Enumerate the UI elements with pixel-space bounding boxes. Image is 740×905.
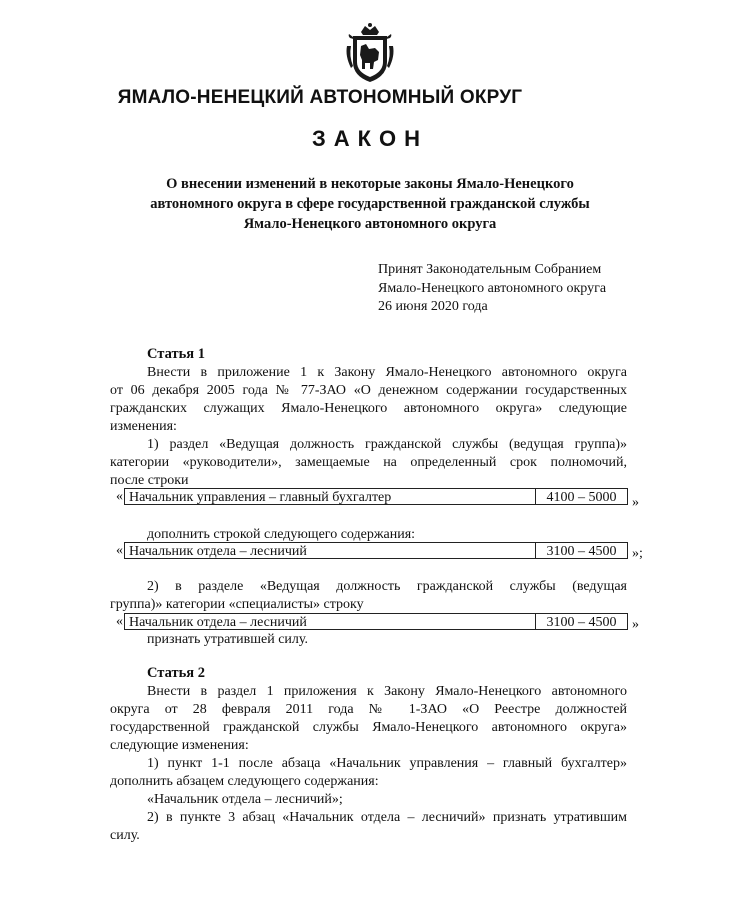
paragraph-line: 2) в пункте 3 абзац «Начальник отдела – лесничий» признать утратившим — [147, 810, 627, 825]
paragraph-line: государственной гражданской службы Ямало-Ненецкого автономного округа» — [110, 720, 627, 735]
paragraph-line: изменения: — [110, 419, 177, 434]
article-2-title: Статья 2 — [147, 665, 205, 681]
paragraph-line: дополнить строкой следующего содержания: — [147, 527, 416, 542]
position-name-cell: Начальник управления – главный бухгалтер — [124, 488, 536, 505]
position-table-row — [116, 613, 639, 632]
paragraph-line: следующие изменения: — [110, 738, 249, 753]
quote-close: » — [632, 617, 639, 632]
paragraph-line: силу. — [110, 828, 140, 843]
paragraph-line: округа от 28 февраля 2011 года № 1-ЗАО «О Реестре должностей — [110, 702, 627, 717]
quote-close: » — [632, 495, 639, 510]
subject-line: О внесении изменений в некоторые законы Ямало-Ненецкого — [166, 176, 574, 192]
article-1-title: Статья 1 — [147, 346, 205, 362]
paragraph-line: гражданских служащих Ямало-Ненецкого автономного округа» следующие — [110, 401, 627, 416]
adoption-date: 26 июня 2020 года — [378, 299, 488, 314]
adoption-line: Ямало-Ненецкого автономного округа — [378, 280, 607, 296]
salary-range-cell: 3100 – 4500 — [536, 542, 628, 559]
document-type-heading: ЗАКОН — [311, 126, 429, 151]
paragraph-line: 1) пункт 1-1 после абзаца «Начальник управления – главный бухгалтер» — [147, 756, 627, 771]
quote-open: « — [116, 614, 123, 629]
paragraph-line: после строки — [110, 473, 189, 488]
paragraph-line: «Начальник отдела – лесничий»; — [147, 792, 343, 807]
quote-open: « — [116, 489, 123, 504]
paragraph-line: Внести в приложение 1 к Закону Ямало-Ненецкого автономного округа — [147, 365, 627, 380]
paragraph-line: 1) раздел «Ведущая должность гражданской службы (ведущая группа)» — [147, 437, 627, 452]
paragraph-line: Внести в раздел 1 приложения к Закону Ямало-Ненецкого автономного — [147, 684, 627, 699]
salary-range-cell: 4100 – 5000 — [536, 488, 628, 505]
coat-of-arms-emblem — [345, 22, 395, 84]
position-name-cell: Начальник отдела – лесничий — [124, 613, 536, 630]
paragraph-line: группа)» категории «специалисты» строку — [110, 597, 364, 612]
adoption-line: Принят Законодательным Собранием — [378, 262, 602, 277]
position-name-cell: Начальник отдела – лесничий — [124, 542, 536, 559]
paragraph-line: от 06 декабря 2005 года № 77-ЗАО «О денежном содержании государственных — [110, 383, 627, 398]
region-heading: ЯМАЛО-НЕНЕЦКИЙ АВТОНОМНЫЙ ОКРУГ — [117, 87, 523, 108]
position-table-row — [116, 488, 639, 510]
subject-line: Ямало-Ненецкого автономного округа — [243, 216, 497, 232]
paragraph-line: признать утратившей силу. — [147, 632, 308, 647]
paragraph-line: дополнить абзацем следующего содержания: — [110, 774, 379, 789]
law-subject — [120, 174, 620, 234]
salary-range-cell: 3100 – 4500 — [536, 613, 628, 630]
quote-open: « — [116, 543, 123, 558]
paragraph-line: 2) в разделе «Ведущая должность гражданской службы (ведущая — [147, 579, 627, 594]
subject-line: автономного округа в сфере государственной гражданской службы — [150, 196, 590, 212]
position-table-row — [116, 542, 643, 561]
adoption-note — [378, 261, 628, 317]
quote-close: »; — [632, 546, 643, 561]
paragraph-line: категории «руководители», замещаемые на определенный срок полномочий, — [110, 455, 627, 470]
